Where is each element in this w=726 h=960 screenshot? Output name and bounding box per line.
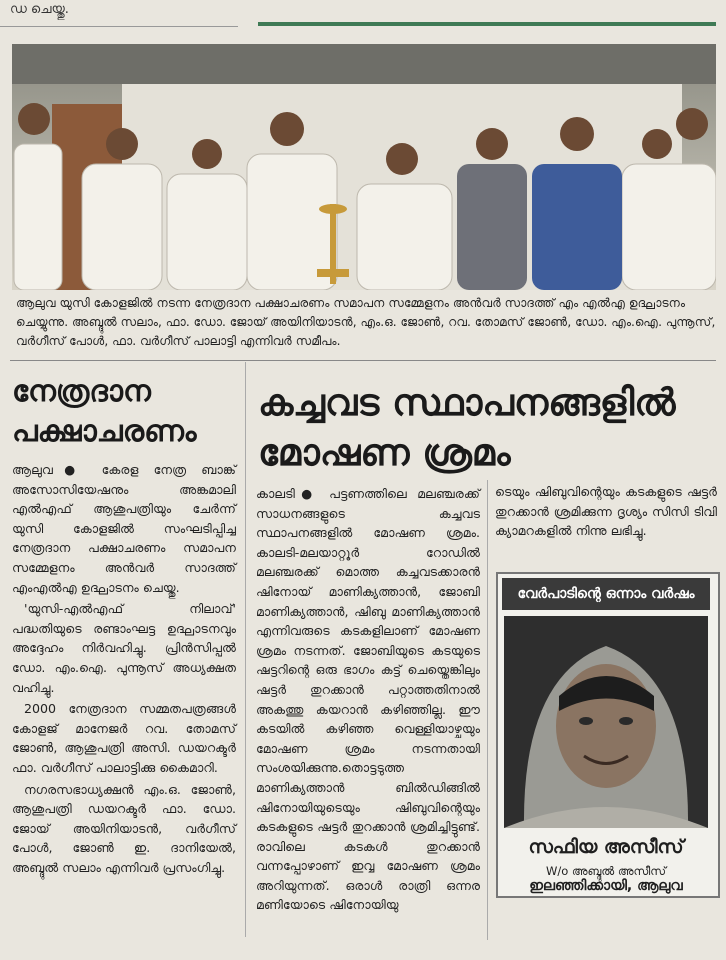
column-divider [487, 480, 488, 940]
article1-paragraph: 2000 നേത്രദാന സമ്മതപത്രങ്ങൾ കോളജ് മാനേജർ റവ. തോമസ് ജോൺ, ആശുപത്രി അസി. ഡയറക്ടർ ഫാ. വർഗീസ് പാലാട്ടിക്കു കൈമാറി. [12, 701, 236, 775]
article2-body-col2: ടെയും ഷിബുവിന്റെയും കടകളുടെ ഷട്ടർ തുറക്കാൻ ശ്രമിക്കുന്ന ദൃശ്യം സിസി ടിവി ക്യാമറകളിൽ നിന്നു ലഭിച്ചു. [495, 484, 717, 539]
divider [10, 360, 716, 361]
obituary-name: സഫിയ അസീസ് [528, 836, 684, 858]
article2-headline: കച്ചവട സ്ഥാപനങ്ങളിൽ മോഷണ ശ്രമം [258, 381, 676, 474]
column-divider [245, 362, 246, 937]
divider [0, 26, 238, 27]
article1-body [12, 460, 236, 879]
photo-caption: ആലുവ യുസി കോളജിൽ നടന്ന നേത്രദാന പക്ഷാചരണം സമാപന സമ്മേളനം അൻവർ സാദത്ത് എം എൽഎ ഉദ്ഘാടനം ചെയ്യുന്നു. അബ്ദുൽ സലാം, ഫാ. ഡോ. ജോയ് അയിനിയാടൻ, എം.ഒ. ജോൺ, റവ. തോമസ് ജോൺ, ഡോ. എം.ഐ. പുന്നൂസ്, വർഗീസ് പോൾ, ഫാ. വർഗീസ് പാലാട്ടി എന്നിവർ സമീപം. [16, 296, 716, 348]
previous-article-snippet: ഡ ചെയ്തു. [10, 2, 69, 17]
obituary-relation: W/o അബ്ദുൽ അസീസ് [545, 864, 667, 878]
article2-body-col1: കാലടി● പട്ടണത്തിലെ മലഞ്ചരക്ക് സാധനങ്ങളുടെ കച്ചവട സ്ഥാപനങ്ങളിൽ മോഷണ ശ്രമം. കാലടി-മലയാറ്റൂർ റോഡിൽ മലഞ്ചരക്ക് മൊത്ത കച്ചവടക്കാരൻ ഷിനോയ് മാണിക്യത്താൻ, ജോബി മാണിക്യത്താൻ, ഷിബു മാണിക്യത്താൻ എന്നിവരുടെ കടകളിലാണ് മോഷണ ശ്രമം നടന്നത്. ജോബിയുടെ കടയുടെ ഷട്ടറിന്റെ ഒരു ഭാഗം കട്ട് ചെയ്തെങ്കിലും ഷട്ടർ തുറക്കാൻ പറ്റാത്തതിനാൽ അകത്തു കയറാൻ കഴിഞ്ഞില്ല. ഈ കടയിൽ കഴിഞ്ഞ വെള്ളിയാഴ്ചയും മോഷണ ശ്രമം നടന്നതായി സംശയിക്കുന്നു.തൊട്ടടുത്ത മാണിക്യത്താൻ ബിൽഡിങ്ങിൽ ഷിനോയിയുടെയും ഷിബുവിന്റെയും കടകളുടെ ഷട്ടർ തുറക്കാൻ ശ്രമിച്ചിട്ടുണ്ട്. രാവിലെ കടകൾ തുറക്കാൻ വന്നപ്പോഴാണ് ഇവ്വ മോഷണ ശ്രമം അറിയുന്നത്. ഒരാൾ രാത്രി ഒന്നര മണിയോടെ ഷിനോയിയു [256, 486, 480, 913]
article1-headline: നേത്രദാന പക്ഷാചരണം [12, 374, 197, 449]
section-rule [258, 22, 716, 26]
obituary-place: ഇലഞ്ഞിക്കായി, ആലുവ [529, 878, 683, 894]
obituary-portrait [504, 616, 708, 828]
obituary-header: വേർപാടിന്റെ ഒന്നാം വർഷം [502, 578, 710, 610]
article1-paragraph: ആലുവ● കേരള നേത്ര ബാങ്ക് അസോസിയേഷനും അങ്കമാലി എൽഎഫ് ആശുപത്രിയും ചേർന്ന് യുസി കോളജിൽ സംഘടിപ്പിച്ച നേത്രദാന പക്ഷാചരണം സമാപന സമ്മേളനം അൻവർ സാദത്ത് എംഎൽഎ ഉദ്ഘാടനം ചെയ്തു. [12, 462, 236, 595]
article1-paragraph: നഗരസഭാധ്യക്ഷൻ എം.ഒ. ജോൺ, ആശുപത്രി ഡയറക്ടർ ഫാ. ഡോ. ജോയ് അയിനിയാടൻ, വർഗീസ് പോൾ, ജോൺ ഇ. ദാനിയേൽ, അബ്ദുൽ സലാം എന്നിവർ പ്രസംഗിച്ചു. [12, 781, 236, 875]
article1-paragraph: 'യുസി-എൽഎഫ് നിലാവ്' പദ്ധതിയുടെ രണ്ടാംഘട്ട ഉദ്ഘാടനവും അദ്ദേഹം നിർവഹിച്ചു. പ്രിൻസിപ്പൽ ഡോ. എം.ഐ. പുന്നൂസ് അധ്യക്ഷത വഹിച്ചു. [12, 601, 236, 695]
event-photo [12, 44, 716, 290]
obituary-box [496, 572, 720, 898]
